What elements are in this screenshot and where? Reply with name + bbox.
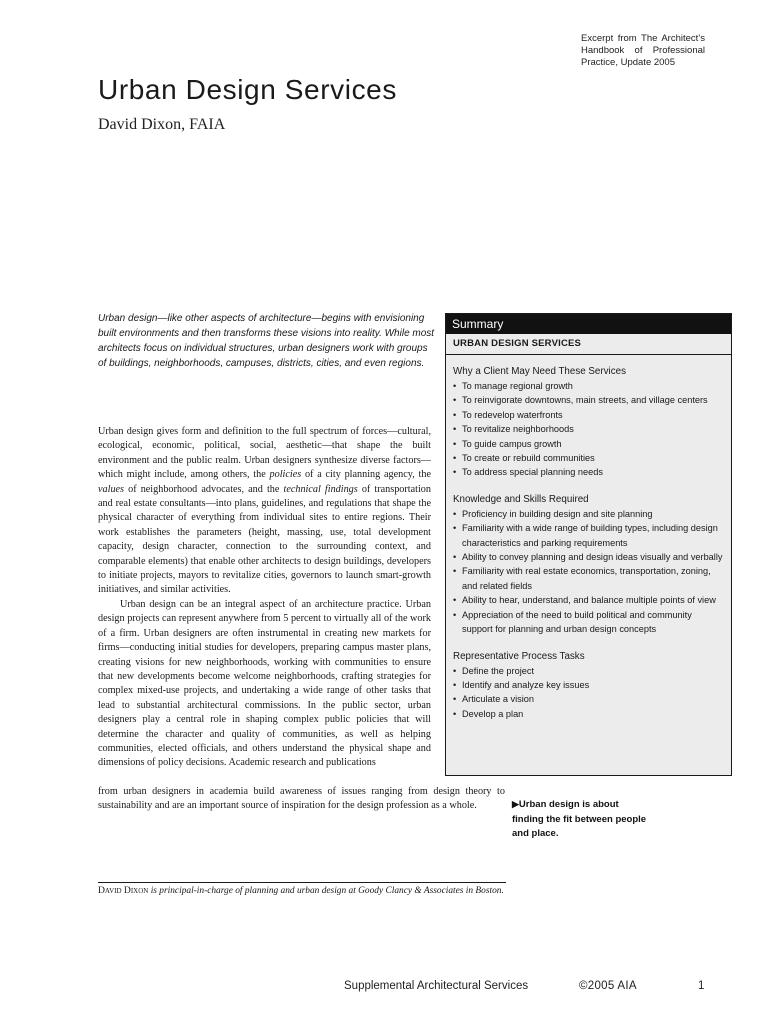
summary-list-item: • To redevelop waterfronts (453, 408, 724, 422)
summary-list-item: • To address special planning needs (453, 465, 724, 479)
excerpt-note: Excerpt from The Architect’s Handbook of Professional Practice, Update 2005 (581, 33, 705, 68)
summary-header: Summary (446, 314, 731, 334)
summary-title: URBAN DESIGN SERVICES (453, 338, 582, 349)
body-text-run: of neighborhood advocates, and the (124, 483, 284, 495)
summary-list-item: • Familiarity with a wide range of building types, including design characteristics and parking requirements (453, 521, 724, 550)
author-footnote (98, 884, 506, 899)
body-paragraph-2: Urban design can be an integral aspect of an architecture practice. Urban design projects can represent anywhere from 5 percent to virtually all of the work of a firm. Urban designers are often instrumental in creating new markets for firms—conducting initial studies for developers, preparing campus master plans, creating visions for new neighborhoods, working with communities to ensure that new developments become welcome neighborhoods, crafting strategies for complex mixed-use projects, and undertaking a wide range of other tasks that lead to substantial architectural commissions. In the public sector, urban designers play a central role in shaping complex public policies that will determine the character and quality of communities, as well as helping communities, elected officials, and others understand the physical shape and dimensions of policy decisions. Academic research and publications (98, 598, 431, 769)
footnote-text: is principal-in-charge of planning and urban design at Goody Clancy & Associates in Boston. (148, 886, 504, 896)
summary-list-item: • Familiarity with real estate economics, transportation, zoning, and related fields (453, 564, 724, 593)
summary-list-item: • To revitalize neighborhoods (453, 422, 724, 436)
summary-list-item: • Proficiency in building design and site planning (453, 507, 724, 521)
summary-list-item: • Identify and analyze key issues (453, 678, 724, 692)
emphasis-values: values (98, 483, 125, 495)
pull-quote-text: Urban design is about finding the fit between people and place. (512, 799, 647, 839)
summary-list (446, 507, 731, 637)
summary-list-item: • Articulate a vision (453, 692, 724, 706)
body-column (98, 425, 431, 771)
summary-list-item: • Ability to hear, understand, and balance multiple points of view (453, 593, 724, 607)
page-number: 1 (698, 980, 705, 992)
summary-list-item: • To manage regional growth (453, 379, 724, 393)
summary-sidebar (445, 313, 732, 776)
emphasis-policies: policies (269, 469, 302, 481)
summary-sections (446, 366, 731, 721)
lede-paragraph: Urban design—like other aspects of architecture—begins with envisioning built environments and then transforms these visions into reality. While most architects focus on individual structures, urban designers work with groups of buildings, neighborhoods, campuses, districts, cities, and even regions. (98, 313, 435, 369)
footer-copyright: ©2005 AIA (579, 980, 637, 992)
body-paragraph-2-continued: from urban designers in academia build awareness of issues ranging from design theory to sustainability and are an important source of inspiration for the design profession as a whole. (98, 786, 505, 812)
footnote-author-name: David Dixon (98, 885, 149, 896)
summary-section-heading: Representative Process Tasks (453, 650, 585, 662)
summary-section-heading: Knowledge and Skills Required (453, 493, 589, 505)
body-paragraph-1 (98, 425, 431, 598)
summary-list-item: • Ability to convey planning and design ideas visually and verbally (453, 550, 724, 564)
footer-section-title: Supplemental Architectural Services (344, 980, 529, 992)
body-text-run: of transportation and real estate consultants—into plans, guidelines, and regulations that shape the physical character of everything from individual sites to entire regions. Their work establishes the parameters (height, massing, use, total development capacity, design character, connection to the surrounding context, and comparable elements) that enable other architects to design buildings, developers to initiate projects, mayors to revitalize cities, governors to launch smart-growth initiatives, and similar activities. (98, 483, 431, 596)
body-continuation (98, 785, 505, 814)
emphasis-technical-findings: technical findings (283, 483, 358, 495)
footnote-divider (98, 882, 506, 883)
arrow-right-icon: ▶ (512, 799, 519, 809)
body-text-run: Urban design gives form and definition to the full spectrum of forces—cultural, ecological, economic, political, social, aesthetic—that shape the built environment and the public realm. Urban designers synthesize diverse factors—which might include, among others, the (98, 426, 431, 481)
summary-list-item: • Appreciation of the need to build political and community support for planning and urban design concepts (453, 608, 724, 637)
pull-quote (512, 797, 652, 842)
summary-list-item: • To create or rebuild communities (453, 451, 724, 465)
summary-list-item: • To guide campus growth (453, 437, 724, 451)
summary-list-item: • Define the project (453, 664, 724, 678)
summary-section-heading: Why a Client May Need These Services (453, 366, 626, 377)
summary-list-item: • Develop a plan (453, 707, 724, 721)
author-byline: David Dixon, FAIA (98, 116, 226, 133)
summary-list (446, 379, 731, 480)
body-text-run: of a city planning agency, the (301, 469, 431, 481)
summary-list (446, 664, 731, 722)
page-title: Urban Design Services (98, 74, 397, 105)
summary-divider (446, 354, 731, 355)
summary-list-item: • To reinvigorate downtowns, main streets, and village centers (453, 393, 724, 407)
